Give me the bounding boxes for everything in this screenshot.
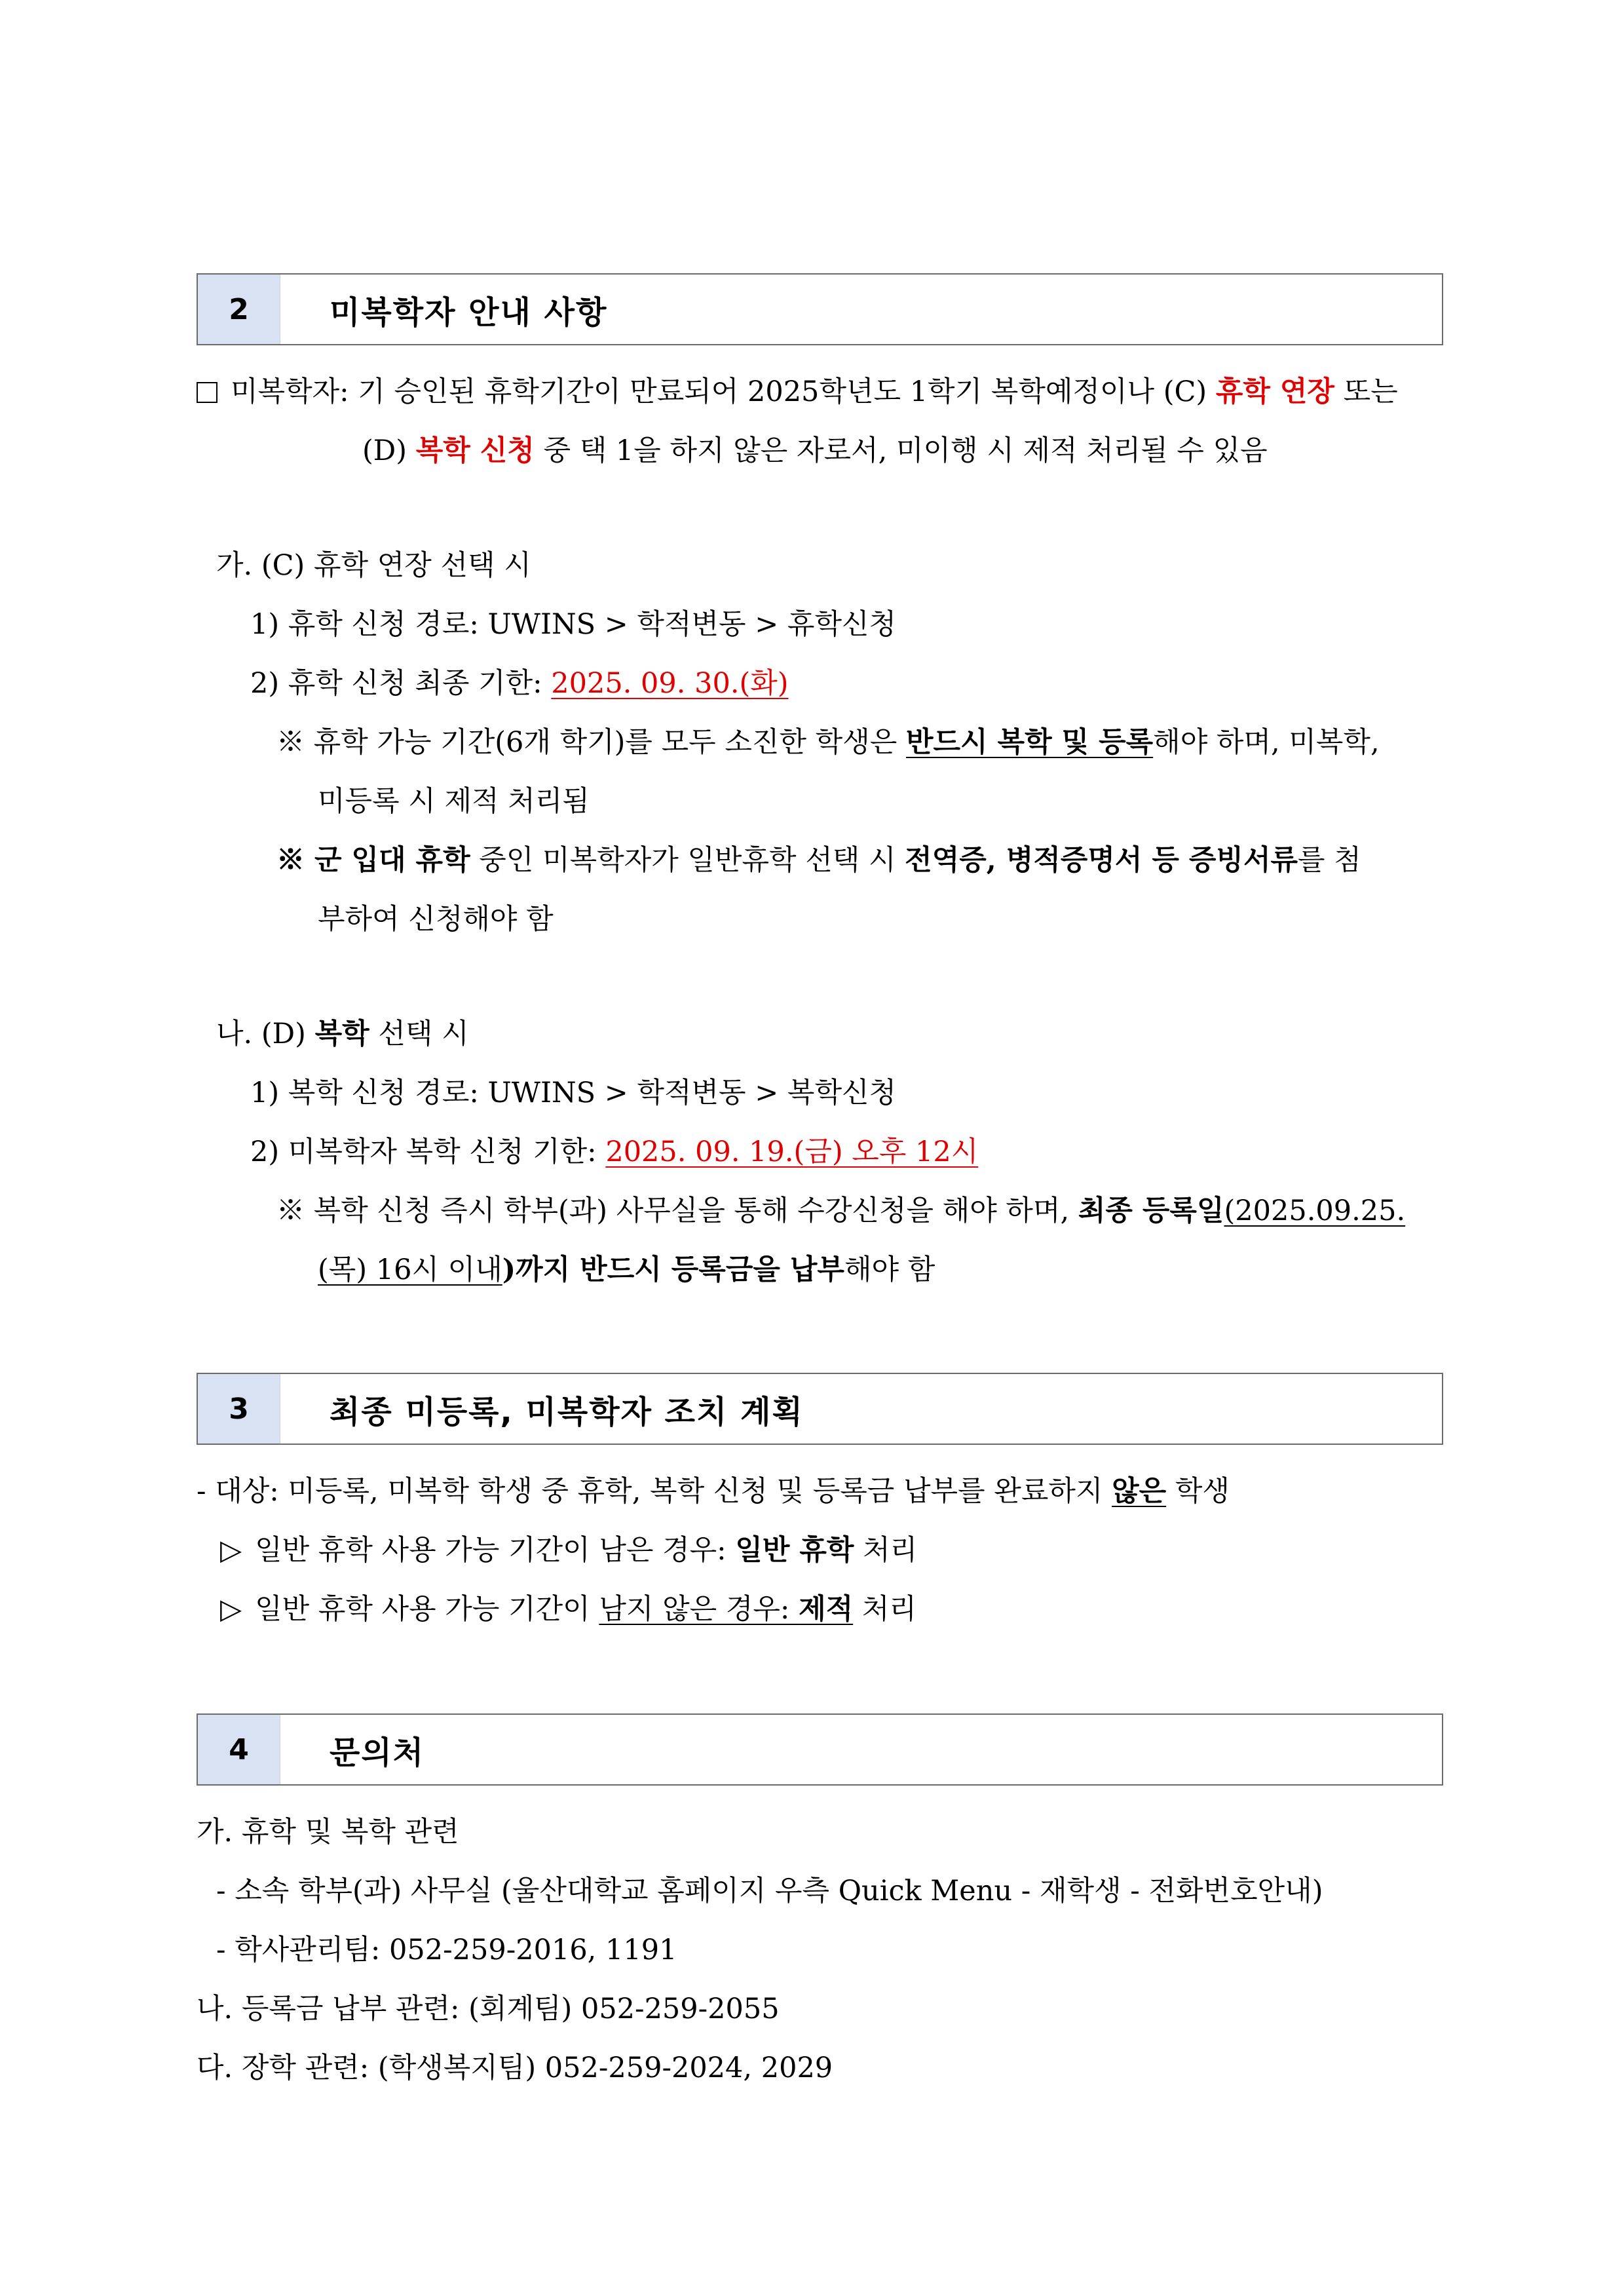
deadline-date: 2025. 09. 19.(금) 오후 12시 — [605, 1136, 979, 1168]
note-1-line-1: ※ 휴학 가능 기간(6개 학기)를 모두 소진한 학생은 반드시 복학 및 등록해야 하며, 미복학, — [276, 726, 1380, 759]
target-line: - 대상: 미등록, 미복학 학생 중 휴학, 복학 신청 및 등록금 납부를 완료하지 않은 학생 — [197, 1475, 1230, 1508]
note-1-line-2: 미등록 시 제적 처리됨 — [318, 785, 590, 818]
na-deadline: 2) 미복학자 복학 신청 기한: 2025. 09. 19.(금) 오후 12시 — [250, 1136, 979, 1168]
contact-ga-title: 가. 휴학 및 복학 관련 — [197, 1816, 459, 1848]
section-2-header — [197, 273, 1443, 345]
intro-line-1: 미복학자: 기 승인된 휴학기간이 만료되어 2025학년도 1학기 복학예정이나 (C) 휴학 연장 또는 — [197, 372, 1398, 411]
triangle-bullet-icon: ▷ — [220, 1534, 242, 1567]
subsection-ga-title: 가. (C) 휴학 연장 선택 시 — [216, 549, 531, 582]
checkbox-square-icon — [197, 382, 217, 403]
note-2-line-1: ※ 군 입대 휴학 중인 미복학자가 일반휴학 선택 시 전역증, 병적증명서 등 증빙서류를 첨 — [276, 844, 1361, 877]
section-title: 미복학자 안내 사항 — [330, 294, 608, 331]
triangle-bullet-icon: ▷ — [220, 1593, 242, 1626]
section-title: 최종 미등록, 미복학자 조치 계획 — [330, 1393, 804, 1430]
contact-dept-office: - 소속 학부(과) 사무실 (울산대학교 홈페이지 우측 Quick Menu - 재학생 - 전화번호안내) — [216, 1875, 1323, 1907]
deadline-date: 2025. 09. 30.(화) — [551, 667, 789, 700]
section-number: 2 — [198, 275, 280, 344]
note-2-line-2: 부하여 신청해야 함 — [318, 903, 554, 936]
section-number: 4 — [198, 1715, 280, 1784]
ga-deadline: 2) 휴학 신청 최종 기한: 2025. 09. 30.(화) — [250, 667, 789, 700]
note-3-line-2: (목) 16시 이내)까지 반드시 등록금을 납부해야 함 — [318, 1253, 935, 1286]
intro-line-2: (D) 복학 신청 중 택 1을 하지 않은 자로서, 미이행 시 제적 처리될 수 있음 — [362, 434, 1268, 467]
ga-route: 1) 휴학 신청 경로: UWINS > 학적변동 > 휴학신청 — [250, 608, 897, 641]
contact-tuition: 나. 등록금 납부 관련: (회계팀) 052-259-2055 — [197, 1993, 780, 2025]
section-3-header — [197, 1373, 1443, 1445]
contact-scholarship: 다. 장학 관련: (학생복지팀) 052-259-2024, 2029 — [197, 2052, 833, 2084]
action-item-1: ▷ 일반 휴학 사용 가능 기간이 남은 경우: 일반 휴학 처리 — [220, 1531, 917, 1570]
na-route: 1) 복학 신청 경로: UWINS > 학적변동 > 복학신청 — [250, 1077, 897, 1109]
subsection-na-title: 나. (D) 복학 선택 시 — [216, 1018, 469, 1050]
contact-academic-team: - 학사관리팀: 052-259-2016, 1191 — [216, 1934, 677, 1966]
section-title: 문의처 — [330, 1734, 425, 1771]
section-4-header — [197, 1713, 1443, 1786]
action-item-2: ▷ 일반 휴학 사용 가능 기간이 남지 않은 경우: 제적 처리 — [220, 1590, 916, 1629]
section-number: 3 — [198, 1374, 280, 1444]
note-3-line-1: ※ 복학 신청 즉시 학부(과) 사무실을 통해 수강신청을 해야 하며, 최종 등록일(2025.09.25. — [276, 1195, 1406, 1227]
